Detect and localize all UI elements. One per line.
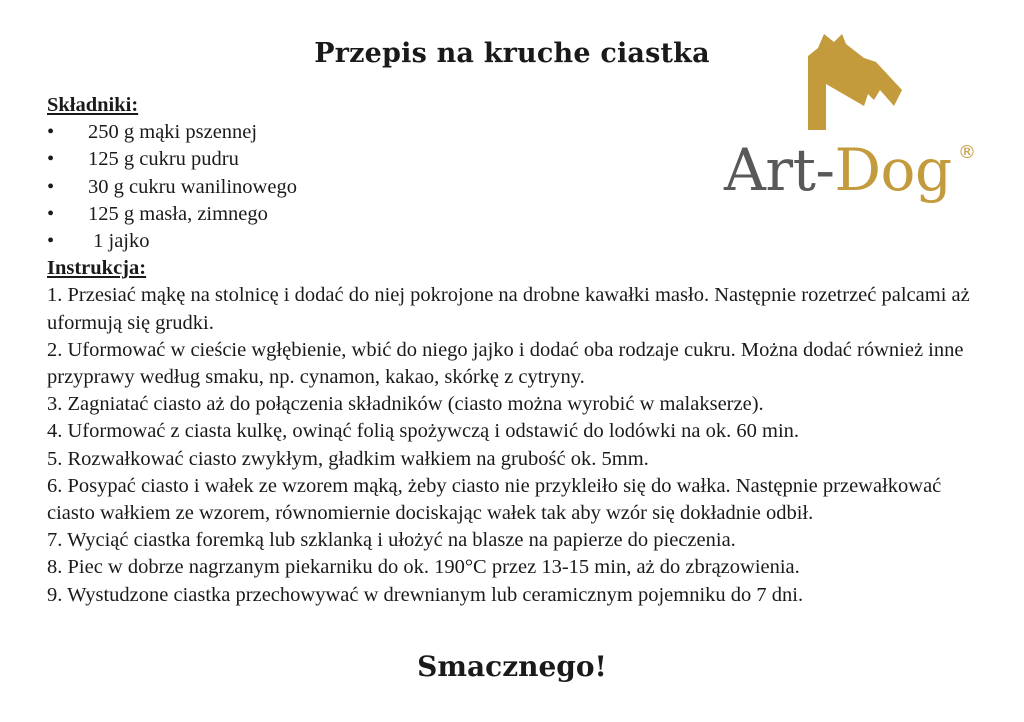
ingredients-list — [47, 119, 977, 255]
bullet: • — [47, 175, 55, 198]
recipe-title: Przepis na kruche ciastka — [314, 38, 710, 69]
logo-text-dog: Dog — [834, 136, 952, 204]
instruction-step: 3. Zagniatać ciasto aż do połączenia składników (ciasto można wyrobić w malakserze). — [47, 393, 764, 416]
list-item — [47, 201, 977, 228]
bullet: • — [47, 202, 55, 225]
ingredient-text: 30 g cukru wanilinowego — [88, 175, 297, 198]
bullet: • — [47, 121, 55, 144]
list-item — [47, 146, 977, 173]
closing-text: Smacznego! — [417, 650, 607, 683]
instruction-step: 2. Uformować w cieście wgłębienie, wbić do niego jajko i dodać oba rodzaje cukru. Można dodać również inne przyprawy według smaku, np. cynamon, kakao, skórkę z cytryny. — [47, 338, 964, 389]
list-item — [47, 174, 977, 201]
instructions-heading: Instrukcja: — [47, 257, 147, 280]
instruction-step: 9. Wystudzone ciastka przechowywać w drewnianym lub ceramicznym pojemniku do 7 dni. — [47, 583, 804, 606]
instruction-step: 7. Wyciąć ciastka foremką lub szklanką i ułożyć na blasze na papierze do pieczenia. — [47, 529, 736, 552]
list-item — [47, 228, 977, 255]
ingredients-heading: Składniki: — [47, 94, 139, 116]
ingredient-text: 125 g cukru pudru — [88, 148, 239, 171]
registered-mark: ® — [958, 142, 976, 163]
ingredient-text: 1 jajko — [88, 230, 150, 253]
bullet: • — [47, 148, 55, 171]
instruction-step: 6. Posypać ciasto i wałek ze wzorem mąką, żeby ciasto nie przykleiło się do wałka. Następnie przewałkować ciasto wałkiem ze wzorem, równomiernie dociskając wałek tak aby wzór się dokładnie odbił. — [47, 474, 942, 525]
instruction-step: 5. Rozwałkować ciasto zwykłym, gładkim wałkiem na grubość ok. 5mm. — [47, 447, 649, 470]
instruction-step: 1. Przesiać mąkę na stolnicę i dodać do niej pokrojone na drobne kawałki masło. Następnie rozetrzeć palcami aż uformują się grudki. — [47, 284, 970, 334]
ingredient-text: 250 g mąki pszennej — [88, 121, 258, 144]
bullet: • — [47, 230, 55, 253]
instruction-step: 4. Uformować z ciasta kulkę, owinąć folią spożywczą i odstawić do lodówki na ok. 60 min. — [47, 420, 800, 443]
instructions-list — [47, 282, 977, 608]
instruction-step: 8. Piec w dobrze nagrzanym piekarniku do ok. 190°C przez 13-15 min, aż do zbrązowienia. — [47, 556, 800, 579]
logo-text-art: Art- — [724, 136, 835, 204]
recipe-content — [47, 92, 977, 609]
ingredient-text: 125 g masła, zimnego — [88, 202, 268, 225]
list-item — [47, 119, 977, 146]
